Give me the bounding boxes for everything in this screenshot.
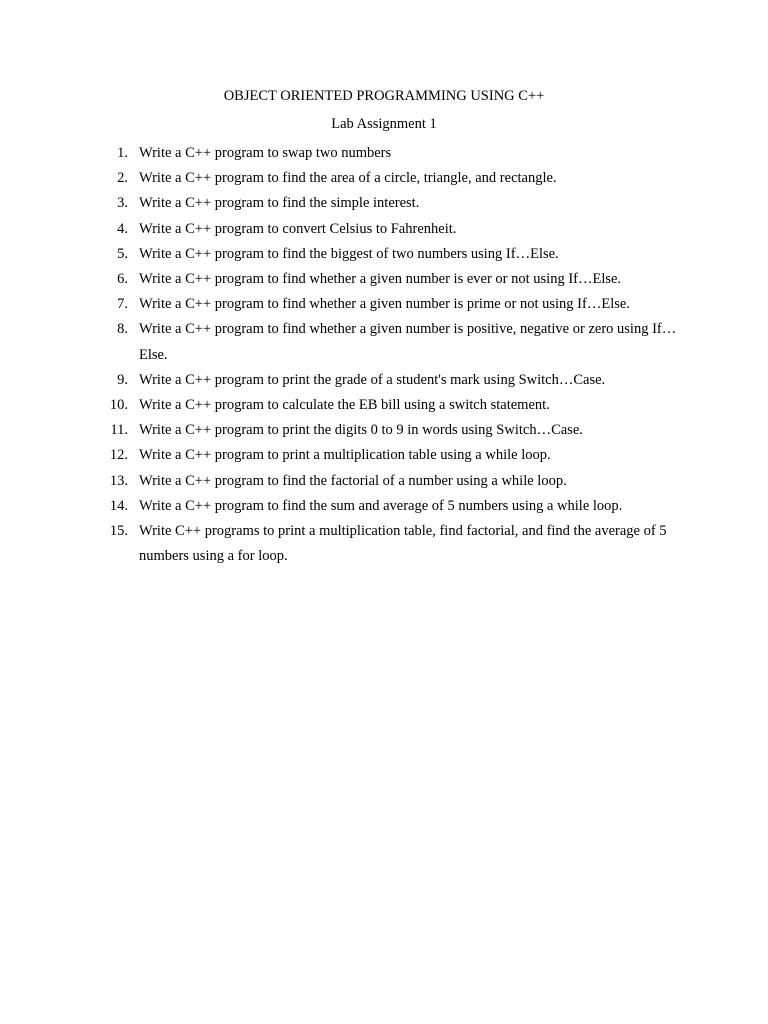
list-item-number: 14. xyxy=(109,497,128,514)
list-item-number: 4. xyxy=(117,220,128,237)
list-item-text: Write a C++ program to find the factorial of a number using a while loop. xyxy=(139,472,567,489)
list-item-number: 8. xyxy=(117,321,128,338)
list-item xyxy=(0,393,684,418)
list-item xyxy=(0,469,684,494)
list-item-text: Write a C++ program to find the sum and average of 5 numbers using a while loop. xyxy=(139,497,623,514)
list-item-text: Write a C++ program to swap two numbers xyxy=(139,145,392,161)
document-title: OBJECT ORIENTED PROGRAMMING USING C++ xyxy=(223,88,545,104)
list-item xyxy=(0,494,684,519)
assignment-list xyxy=(0,141,768,569)
list-item-text: Write a C++ program to convert Celsius to Fahrenheit. xyxy=(139,220,457,237)
list-item-text: Write a C++ program to find the simple interest. xyxy=(139,195,420,212)
list-item xyxy=(0,443,684,468)
list-item-text: Write a C++ program to find whether a given number is ever or not using If…Else. xyxy=(139,271,622,288)
list-item-number: 9. xyxy=(117,371,128,388)
list-item-text: Write a C++ program to find the area of a circle, triangle, and rectangle. xyxy=(139,170,557,187)
list-item-number: 13. xyxy=(109,472,128,489)
list-item-text: Write a C++ program to print the digits 0 to 9 in words using Switch…Case. xyxy=(139,422,583,439)
list-item-text: Write a C++ program to print a multiplication table using a while loop. xyxy=(139,447,551,464)
list-item-number: 7. xyxy=(117,296,128,313)
list-item xyxy=(0,191,684,216)
list-item xyxy=(0,217,684,242)
document-subtitle: Lab Assignment 1 xyxy=(331,116,437,132)
list-item xyxy=(0,317,684,367)
list-item xyxy=(0,166,684,191)
list-item xyxy=(0,519,684,569)
list-item-text: Write a C++ program to find whether a given number is prime or not using If…Else. xyxy=(139,296,630,313)
list-item xyxy=(0,418,684,443)
list-item xyxy=(0,242,684,267)
list-item-number: 10. xyxy=(109,397,128,414)
list-item-number: 11. xyxy=(110,422,128,439)
list-item-text: Write a C++ program to calculate the EB bill using a switch statement. xyxy=(139,397,550,414)
list-item-number: 2. xyxy=(117,170,128,187)
list-item xyxy=(0,292,684,317)
list-item-text: Write C++ programs to print a multiplication table, find factorial, and find the average of 5 numbers using a for loop. xyxy=(139,523,667,565)
list-item-number: 1. xyxy=(117,145,128,161)
list-item-number: 5. xyxy=(117,245,128,262)
list-item xyxy=(0,141,684,166)
list-item-text: Write a C++ program to find the biggest of two numbers using If…Else. xyxy=(139,245,559,262)
list-item-number: 15. xyxy=(109,523,128,540)
list-item-text: Write a C++ program to find whether a given number is positive, negative or zero using If…Else. xyxy=(139,321,677,363)
list-item-number: 3. xyxy=(117,195,128,212)
list-item-text: Write a C++ program to print the grade of a student's mark using Switch…Case. xyxy=(139,371,606,388)
list-item xyxy=(0,368,684,393)
list-item xyxy=(0,267,684,292)
list-item-number: 6. xyxy=(117,271,128,288)
list-item-number: 12. xyxy=(109,447,128,464)
